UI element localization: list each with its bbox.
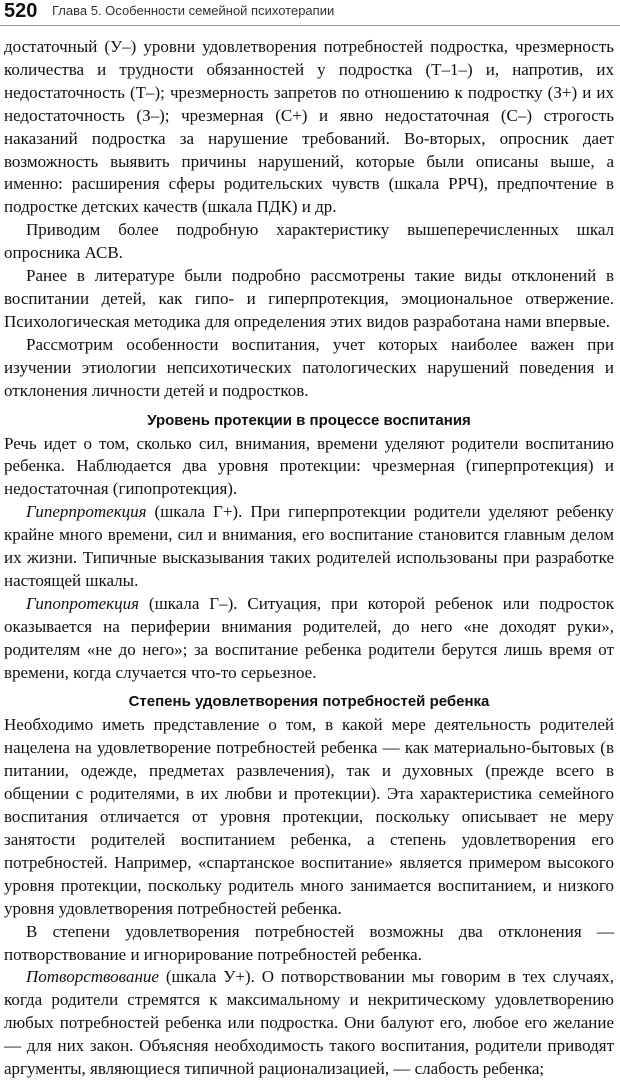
paragraph: Речь идет о том, сколько сил, внимания, времени уделяют родители воспитанию ребенка. Наблюдается два уровня протекции: чрезмерная (гиперпротекция) и недостаточная (гипопротекция).: [4, 433, 614, 499]
page-number: 520: [4, 0, 38, 22]
term-indulgence: Потворствование: [26, 967, 159, 987]
paragraph-hyperprotection: [4, 501, 614, 593]
chapter-title: Глава 5. Особенности семейной психотерапии: [52, 3, 335, 18]
paragraph: В степени удовлетворения потребностей возможны два отклонения — потворствование и игнорирование потребностей ребенка.: [4, 921, 614, 964]
paragraph-text: (шкала Г+). При гиперпротекции родители уделяют ребенку крайне много времени, сил и внимания, его воспитание становится главным делом их жизни. Типичные высказывания таких родителей использованы при разработке настоящей шкалы.: [4, 502, 614, 590]
paragraph: Приводим более подробную характеристику вышеперечисленных шкал опросника АСВ.: [4, 220, 614, 263]
paragraph-hypoprotection: [4, 593, 614, 685]
section-heading-needs: Степень удовлетворения потребностей ребенка: [128, 693, 490, 711]
term-hyperprotection: Гиперпротекция: [26, 502, 147, 522]
paragraph-continuation: достаточный (У–) уровни удовлетворения потребностей подростка, чрезмерность количества и трудности обязанностей у подростка (Т–1–) и, напротив, их недостаточность (Т–); чрезмерность запретов по отношению к подростку (З+) и их недостаточность (З–); чрезмерная (С+) и явно недостаточная (С–) строгость наказаний подростка за нарушение требований. Во-вторых, опросник дает возможность выявить причины нарушений, которые были описаны выше, а именно: расширения сферы родительских чувств (шкала РРЧ), предпочтение в подростке детских качеств (шкала ПДК) и др.: [4, 37, 614, 217]
page-body: [4, 36, 614, 1081]
term-hypoprotection: Гипопротекция: [26, 593, 140, 613]
paragraph: Ранее в литературе были подробно рассмотрены такие виды отклонений в воспитании детей, как гипо- и гиперпротекция, эмоциональное отвержение. Психологическая методика для определения этих видов разработана нами впервые.: [4, 266, 614, 331]
paragraph-text: (шкала У+). О потворствовании мы говорим в тех случаях, когда родители стремятся к максимальному и некритическому удовлетворению любых потребностей ребенка или подростка. Они балуют его, любое его желание — для них закон. Объясняя необходимость такого воспитания, родители приводят аргументы, являющиеся типичной рационализацией, — слабость ребенка;: [4, 967, 614, 1079]
section-heading-protection: Уровень протекции в процессе воспитания: [147, 411, 471, 429]
running-header: [0, 0, 620, 30]
paragraph-text: (шкала Г–). Ситуация, при которой ребенок или подросток оказывается на периферии внимания родителей, до него «не доходят руки», родителям «не до него»; за воспитание ребенка родители берутся лишь время от времени, когда случается что-то серьезное.: [4, 593, 614, 682]
paragraph-indulgence: [4, 966, 614, 1081]
paragraph: Необходимо иметь представление о том, в какой мере деятельность родителей нацелена на удовлетворение потребностей ребенка — как материально-бытовых (в питании, одежде, предметах развлечения), так и духовных (прежде всего в общении с родителями, в их любви и протекции). Эта характеристика семейного воспитания отличается от уровня протекции, поскольку описывает не меру занятости родителей воспитанием ребенка, а степень удовлетворения его потребностей. Например, «спартанское воспитание» является примером высокого уровня протекции, поскольку родитель много занимается воспитанием, и низкого уровня удовлетворения потребностей ребенка.: [4, 715, 614, 918]
paragraph: Рассмотрим особенности воспитания, учет которых наиболее важен при изучении этиологии непсихотических патологических нарушений поведения и отклонения личности детей и подростков.: [4, 334, 614, 400]
header-rule: [0, 25, 620, 26]
